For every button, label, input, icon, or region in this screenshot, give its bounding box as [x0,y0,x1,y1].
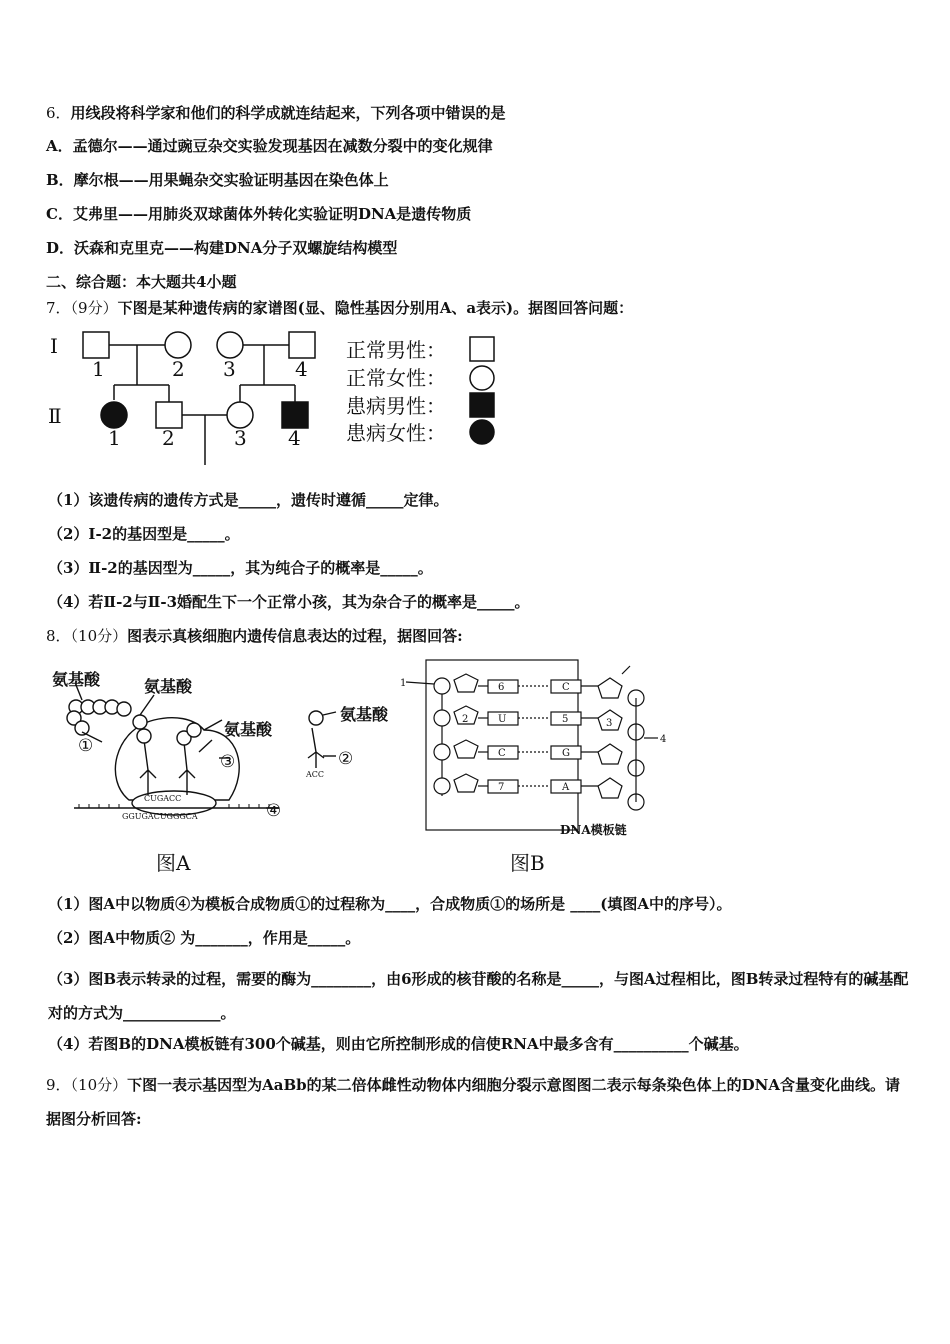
fig-a-mrna-seq: GGUGACUGGGCA [122,812,198,821]
fig-b-right-base-3: G [562,748,570,759]
gen-II-label: Ⅱ [48,404,62,428]
fig-b-label-4: 4 [660,734,667,745]
fig-b-left-base-4: 7 [498,782,505,793]
figure-a [44,660,394,880]
fig-a-acc: ACC [306,770,325,779]
pedigree-chart [40,325,510,470]
fig-b-left-base-2: U [498,714,507,725]
fig-b-right-base-2: 5 [562,714,569,725]
q6-option-c: C．艾弗里——用肺炎双球菌体外转化实验证明DNA是遗传物质 [46,205,472,223]
legend-affected-female-icon [470,420,494,444]
II2-label: 2 [162,426,175,450]
q6-option-d: D．沃森和克里克——构建DNA分子双螺旋结构模型 [46,239,398,257]
legend-normal-female: 正常女性： [346,366,446,390]
I4-label: 4 [295,357,308,381]
q8-stem: 8．（10分）图表示真核细胞内遗传信息表达的过程，据图回答: [46,627,463,645]
fig-b-left-base-1: 6 [498,682,505,693]
I3-label: 3 [223,357,236,381]
q7-sub-1: （1）该遗传病的遗传方式是_____，遗传时遵循_____定律。 [48,491,449,509]
q6-stem: 6．用线段将科学家和他们的科学成就连结起来，下列各项中错误的是 [46,104,506,122]
legend-affected-female: 患病女性： [346,421,446,445]
figure-b [398,656,670,880]
fig-b-left-base-3: C [498,748,506,759]
q8-sub-2: （2）图A中物质② 为_______，作用是_____。 [48,929,361,947]
II3-normal-female [227,402,253,428]
legend-affected-male: 患病男性： [346,394,446,418]
fig-a-circle-4: ④ [266,801,282,821]
fig-b-caption: 图B [510,851,545,875]
legend-affected-male-icon [470,393,494,417]
fig-a-circle-2: ② [338,749,354,769]
q6-option-a: A．孟德尔——通过豌豆杂交实验发现基因在减数分裂中的变化规律 [46,137,493,155]
fig-a-amino-acid-1: 氨基酸 [52,670,101,689]
fig-a-circle-1: ① [78,736,94,756]
fig-a-amino-acid-4: 氨基酸 [340,705,389,724]
q7-sub-3: （3）Ⅱ-2的基因型为_____，其为纯合子的概率是_____。 [48,559,433,577]
fig-a-anticodon: CUGACC [144,794,182,803]
fig-b-label-3: 3 [606,718,613,729]
I1-normal-male [83,332,109,358]
legend-normal-female-icon [470,366,494,390]
II1-affected-female [101,402,127,428]
I3-normal-female [217,332,243,358]
II2-normal-male [156,402,182,428]
II4-affected-male [282,402,308,428]
fig-a-circle-3: ③ [220,752,236,772]
q6-option-b: B．摩尔根——用果蝇杂交实验证明基因在染色体上 [46,171,389,189]
fig-b-label-2: 2 [462,714,469,725]
fig-a-caption: 图A [156,851,191,875]
gen-I-label: Ⅰ [50,334,58,358]
q8-sub-1: （1）图A中以物质④为模板合成物质①的过程称为____，合成物质①的场所是 ____(填图A中的序号）。 [48,895,732,913]
q7-sub-4: （4）若Ⅱ-2与Ⅱ-3婚配生下一个正常小孩，其为杂合子的概率是_____。 [48,593,530,611]
section-title: 二、综合题：本大题共4小题 [46,273,237,291]
fig-b-right-base-4: A [562,782,570,793]
q7-sub-2: （2）Ⅰ-2的基因型是_____。 [48,525,240,543]
I4-normal-male [289,332,315,358]
q8-sub-4: （4）若图B的DNA模板链有300个碱基，则由它所控制形成的信使RNA中最多含有__________个碱基。 [48,1035,749,1053]
legend-normal-male-icon [470,337,494,361]
II1-label: 1 [108,426,121,450]
I2-label: 2 [172,357,185,381]
fig-a-amino-acid-3: 氨基酸 [224,720,273,739]
q9-stem: 9．（10分）下图一表示基因型为AaBb的某二倍体雌性动物体内细胞分裂示意图图二表示每条染色体上的DNA含量变化曲线。请据图分析回答: [46,1076,901,1128]
I2-normal-female [165,332,191,358]
q8-sub-3: （3）图B表示转录的过程，需要的酶为________，由6形成的核苷酸的名称是_____，与图A过程相比，图B转录过程特有的碱基配对的方式为_____________。 [48,970,909,1022]
II3-label: 3 [234,426,247,450]
fig-b-label-1: 1 [400,678,407,689]
fig-b-right-base-1: C [562,682,570,693]
q7-stem: 7．（9分）下图是某种遗传病的家谱图(显、隐性基因分别用A、a表示)。据图回答问题： [46,299,634,317]
I1-label: 1 [92,357,105,381]
legend-normal-male: 正常男性： [346,338,446,362]
fig-b-template-label: DNA模板链 [560,823,627,837]
II4-label: 4 [288,426,301,450]
fig-a-amino-acid-2: 氨基酸 [144,677,193,696]
